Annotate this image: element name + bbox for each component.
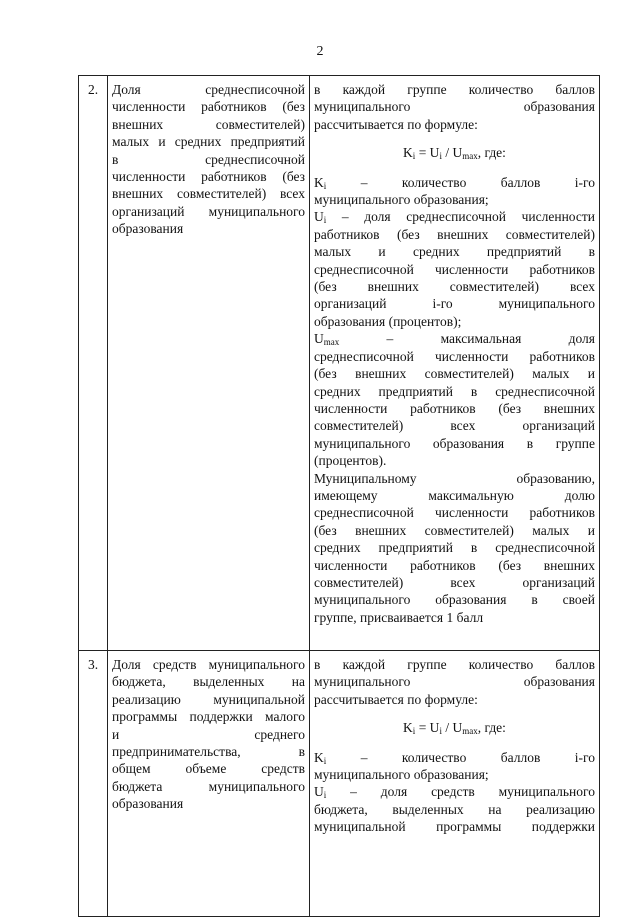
calculation-method [310,76,600,651]
text-line: внешних совместителей) всех [112,186,305,202]
text-line: среднесписочной численности работников [314,505,595,521]
text-line: рассчитывается по формуле: [314,116,478,132]
text-line: в среднесписочной [112,151,305,167]
text-line: общем объеме средств [112,761,305,777]
text-line: муниципального образования; [314,767,489,783]
text-line: образования [112,796,184,812]
text-line: Муниципальному образованию, [314,470,595,486]
text-line: образования (процентов); [314,313,462,329]
text-line: численности работников (без внешних [314,557,595,573]
text-line: совместителей) всех организаций [314,574,595,590]
text-line: организаций муниципального [112,203,305,219]
text-line: бюджета, выделенных на [112,674,305,690]
text-line: (без внешних совместителей) малых и [314,522,595,538]
text-line: образования [112,221,184,237]
table-row [79,651,600,917]
text-line: малых и средних предприятий [112,134,305,150]
text-line: $U_i$ – доля средств муниципального [314,784,595,801]
text-line: предпринимательства, в [112,744,305,760]
text-line: $K_i$ – количество баллов i-го [314,749,595,766]
page-number: 2 [316,44,324,59]
text-line: (процентов). [314,453,387,469]
indicator-name [108,76,310,651]
formula: $K_i = U_i / U_{max}$, где: [403,720,506,737]
text-line: Доля среднесписочной [112,82,305,97]
formula: $K_i = U_i / U_{max}$, где: [403,145,506,162]
text-line: группе, присваивается 1 балл [314,609,484,625]
calculation-method [310,651,600,917]
row-number: 2. [79,76,108,651]
text-line: работников (без внешних совместителей) [314,226,595,242]
text-line: бюджета, выделенных на реализацию [314,801,595,817]
text-line: муниципального образования; [314,192,489,208]
text-line: средних предприятий в среднесписочной [314,540,595,556]
indicator-name [108,651,310,917]
text-line: среднесписочной численности работников [314,261,595,277]
text-line: в каждой группе количество баллов [314,657,595,672]
text-line: внешних совместителей) [112,116,305,132]
text-line: муниципального образования в группе [314,435,595,451]
text-line: малых и средних предприятий в [314,244,595,260]
text-line: совместителей) всех организаций [314,418,595,434]
text-line: численности работников (без внешних [314,400,595,416]
text-line: $U_i$ – доля среднесписочной численности [314,209,595,226]
text-line: муниципального образования в своей [314,592,595,608]
text-line: средних предприятий в среднесписочной [314,383,595,399]
text-line: среднесписочной численности работников [314,348,595,364]
text-line: (без внешних совместителей) малых и [314,366,595,382]
text-line: численности работников (без [112,99,305,115]
text-line: (без внешних совместителей) всех [314,279,595,295]
text-line: реализацию муниципальной [112,691,305,707]
text-line: программы поддержки малого [112,709,305,725]
text-line: $K_i$ – количество баллов i-го [314,174,595,191]
table-row [79,76,600,651]
text-line: бюджета муниципального [112,778,305,794]
text-line: муниципальной программы поддержки [314,819,595,835]
text-line: рассчитывается по формуле: [314,691,478,707]
text-line: организаций i-го муниципального [314,296,595,312]
text-line: в каждой группе количество баллов [314,82,595,97]
text-line: численности работников (без [112,169,305,185]
text-line: муниципального образования [314,99,595,115]
text-line: Доля средств муниципального [112,657,305,672]
criteria-table [78,75,600,917]
text-line: имеющему максимальную долю [314,487,595,503]
text-line: и среднего [112,726,305,742]
row-number: 3. [79,651,108,917]
text-line: муниципального образования [314,674,595,690]
text-line: $U_{max}$ – максимальная доля [314,331,595,348]
